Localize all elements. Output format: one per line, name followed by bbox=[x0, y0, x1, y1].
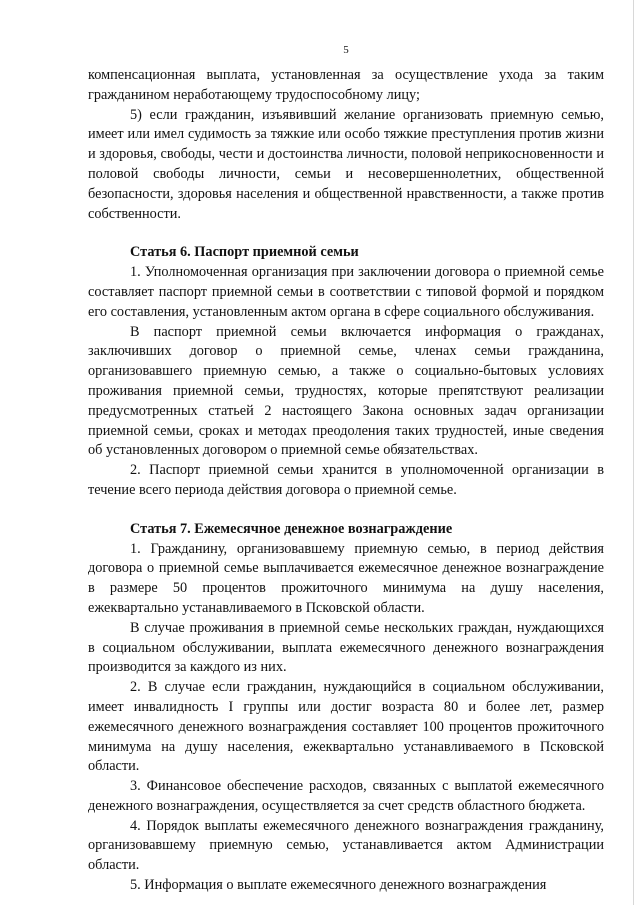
page-edge-line bbox=[633, 0, 634, 905]
section-gap bbox=[88, 501, 604, 520]
paragraph: 1. Уполномоченная организация при заключении договора о приемной семье составляет паспорт приемной семьи в соответствии с типовой формой и порядком его составления, установленным актом органа в сфере социального обслуживания. bbox=[88, 264, 604, 320]
article-heading: Статья 7. Ежемесячное денежное вознаграждение bbox=[130, 520, 453, 537]
document-body bbox=[88, 66, 604, 896]
paragraph: 2. В случае если гражданин, нуждающийся в социальном обслуживании, имеет инвалидность I группы или достиг возраста 80 и более лет, размер ежемесячного денежного вознаграждения составляет 100 процентов прожиточного минимума на душу населения, ежеквартально устанавливаемого в Псковской области. bbox=[88, 679, 604, 775]
paragraph: В случае проживания в приемной семье нескольких граждан, нуждающихся в социальном обслуживании, выплата ежемесячного денежного вознаграждения производится за каждого из них. bbox=[88, 619, 604, 676]
page-number: 5 bbox=[343, 44, 349, 56]
paragraph: В паспорт приемной семьи включается информация о гражданах, заключивших договор о приемной семье, членах семьи гражданина, организовавшего приемную семью, а также о социально-бытовых условиях проживания приемной семьи, трудностях, которые препятствуют реализации предусмотренных статьей 2 настоящего Закона основных задач организации приемной семьи, сроках и методах преодоления таких трудностей, иные сведения об установленных договором о приемной семье обязательствах. bbox=[88, 323, 604, 459]
paragraph: 5. Информация о выплате ежемесячного денежного вознаграждения bbox=[130, 877, 547, 894]
section-gap bbox=[88, 224, 604, 243]
paragraph: 5) если гражданин, изъявивший желание организовать приемную семью, имеет или имел судимость за тяжкие или особо тяжкие преступления против жизни и здоровья, свободы, чести и достоинства личности, половой неприкосновенности и половой свободы личности, семьи и несовершеннолетних, общественной безопасности, здоровья населения и общественной нравственности, а также против собственности. bbox=[88, 106, 604, 222]
paragraph: 3. Финансовое обеспечение расходов, связанных с выплатой ежемесячного денежного вознаграждения, осуществляется за счет средств областного бюджета. bbox=[88, 778, 604, 814]
paragraph: 2. Паспорт приемной семьи хранится в уполномоченной организации в течение всего периода действия договора о приемной семье. bbox=[88, 462, 604, 498]
paragraph: компенсационная выплата, установленная за осуществление ухода за таким гражданином неработающему трудоспособному лицу; bbox=[88, 67, 604, 103]
article-heading: Статья 6. Паспорт приемной семьи bbox=[130, 244, 359, 261]
paragraph: 4. Порядок выплаты ежемесячного денежного вознаграждения гражданину, организовавшему приемную семью, устанавливается актом Администрации области. bbox=[88, 817, 604, 874]
paragraph: 1. Гражданину, организовавшему приемную семью, в период действия договора о приемной семье выплачивается ежемесячное денежное вознаграждение в размере 50 процентов прожиточного минимума на душу населения, ежеквартально устанавливаемого в Псковской области. bbox=[88, 540, 604, 616]
